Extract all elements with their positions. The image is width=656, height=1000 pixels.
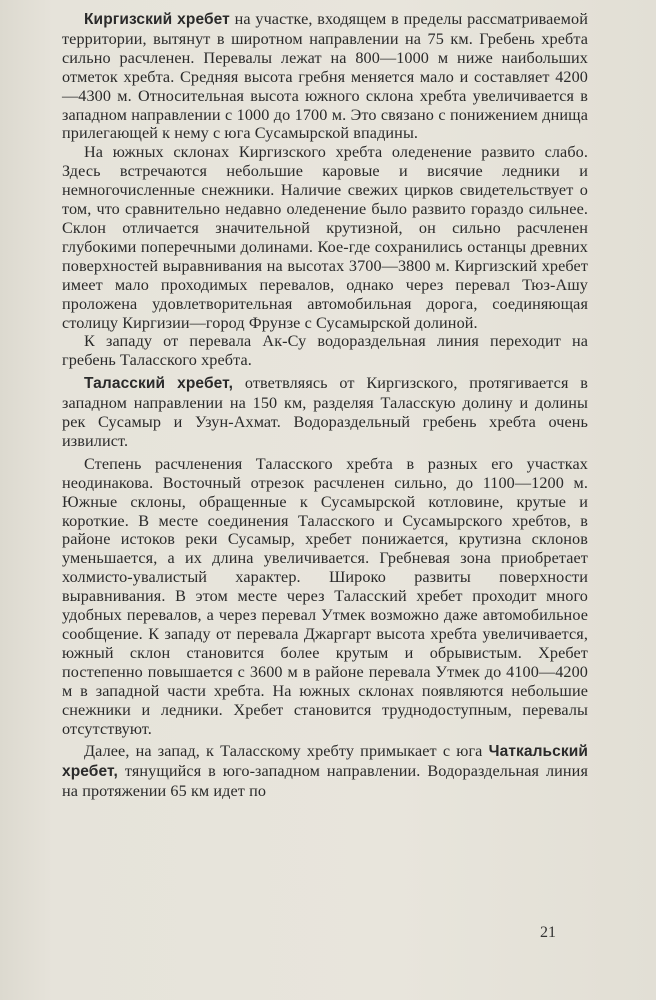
- paragraph-kirghiz-ridge: [62, 10, 588, 143]
- paragraph-text: Далее, на запад, к Таласскому хребту примыкает с юга: [84, 742, 489, 761]
- page-number: 21: [540, 924, 556, 941]
- paragraph-dissection: [62, 455, 588, 739]
- paragraph-text-continued: тянущийся в юго-западном направлении. Водораздельная линия на протяжении 65 км идет по: [62, 762, 588, 801]
- body-text: [62, 10, 588, 801]
- term-chatkal-ridge: Чаткальский хребет,: [62, 743, 588, 781]
- paragraph-text: Степень расчленения Таласского хребта в разных его участках неодинакова. Восточный отрезок расчленен сильно, до 1100—1200 м. Южные склоны, обращенные к Сусамырской котловине, крутые и короткие. В месте соединения Таласского и Сусамырского хребтов, в районе истоков реки Сусамыр, хребет понижается, крутизна склонов уменьшается, а их длина увеличивается. Гребневая зона приобретает холмисто-увалистый характер. Широко развиты поверхности выравнивания. В этом месте через Таласский хребет проходит много удобных перевалов, а через перевал Утмек возможно даже автомобильное сообщение. К западу от перевала Джаргарт высота хребта увеличивается, южный склон становится более крутым и обрывистым. Хребет постепенно повышается с 3600 м в районе перевала Утмек до 4100—4200 м в западной части хребта. На южных склонах появляются небольшие снежники и ледники. Хребет становится труднодоступным, перевалы отсутствуют.: [62, 454, 588, 738]
- paragraph-text: ответвляясь от Киргизского, протягивается в западном направлении на 150 км, разделяя Таласскую долину и долины рек Сусамыр и Узун-Ахмат. Водораздельный гребень хребта очень извилист.: [62, 374, 588, 450]
- term-talas-ridge: Таласский хребет,: [84, 375, 234, 393]
- term-kirghiz-ridge: Киргизский хребет: [84, 11, 230, 28]
- paragraph-chatkal-ridge: [62, 742, 588, 801]
- paragraph-talas-ridge: [62, 374, 588, 451]
- paragraph-text: на участке, входящем в пределы рассматриваемой территории, вытянут в широтном направлении на 75 км. Гребень хребта сильно расчленен. Перевалы лежат на 800—1000 м ниже наибольших отметок хребта. Средняя высота гребня меняется мало и составляет 4200—4300 м. Относительная высота южного склона хребта увеличивается в западном направлении с 1000 до 1700 м. Это связано с понижением днища прилегающей к нему с юга Сусамырской впадины.: [62, 10, 588, 143]
- paragraph-text: К западу от перевала Ак-Су водораздельная линия переходит на гребень Таласского хребта.: [62, 332, 588, 370]
- paragraph-ak-su-pass: [62, 332, 588, 370]
- paragraph-glaciation: [62, 143, 588, 332]
- paragraph-text: На южных склонах Киргизского хребта оледенение развито слабо. Здесь встречаются небольшие каровые и висячие ледники и немногочисленные снежники. Наличие свежих цирков свидетельствует о том, что сравнительно недавно оледенение было развито гораздо сильнее. Склон отличается значительной крутизной, он сильно расчленен глубокими поперечными долинами. Кое-где сохранились останцы древних поверхностей выравнивания на высотах 3700—3800 м. Киргизский хребет имеет мало проходимых перевалов, однако через перевал Тюз-Ашу проложена удовлетворительная автомобильная дорога, соединяющая столицу Киргизии—город Фрунзе с Сусамырской долиной.: [62, 143, 588, 332]
